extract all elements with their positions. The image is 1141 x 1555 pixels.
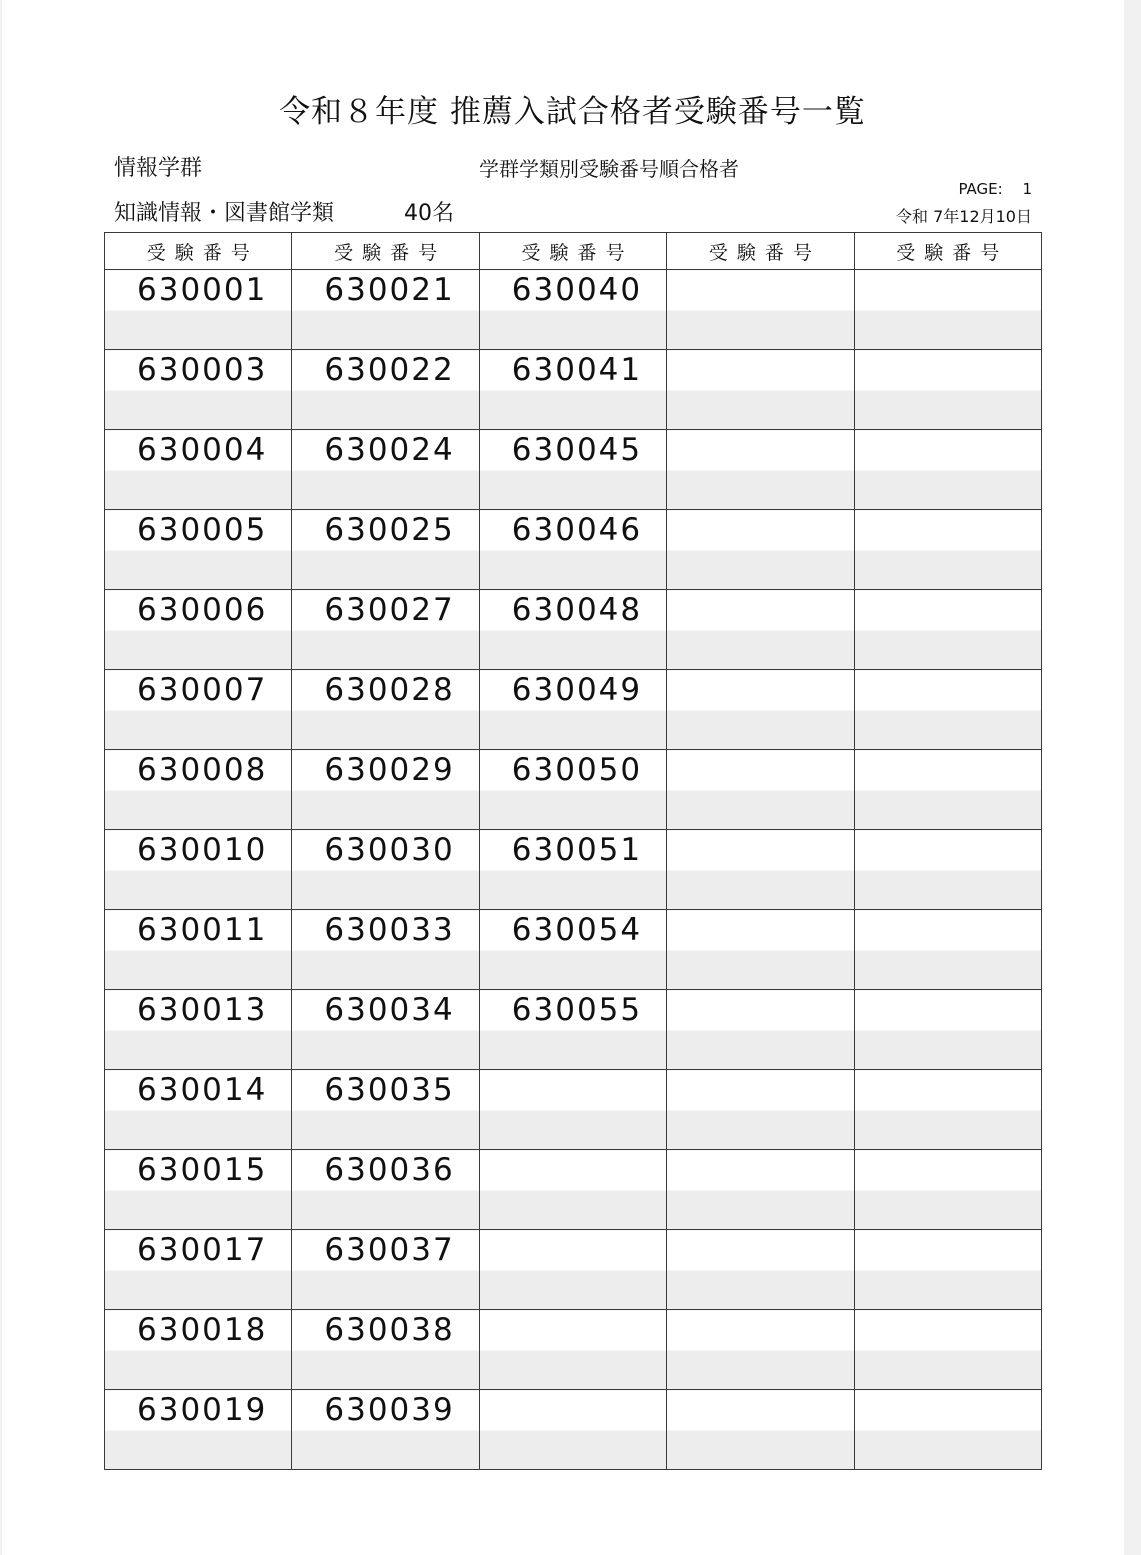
exam-number	[480, 1070, 666, 1073]
table-cell	[292, 350, 479, 430]
table-cell	[292, 670, 479, 750]
table-cell	[479, 910, 666, 990]
exam-number	[855, 750, 1041, 753]
table-cell	[479, 1390, 666, 1470]
exam-number: 630003	[137, 352, 268, 388]
table-cell	[854, 910, 1041, 990]
exam-number: 630025	[324, 512, 455, 548]
table-cell	[105, 990, 292, 1070]
exam-number	[667, 270, 853, 273]
exam-number	[855, 1310, 1041, 1313]
exam-number: 630038	[324, 1312, 455, 1348]
exam-number: 630001	[137, 272, 268, 308]
exam-number	[667, 830, 853, 833]
exam-number	[667, 590, 853, 593]
exam-number: 630036	[324, 1152, 455, 1188]
exam-number: 630037	[324, 1232, 455, 1268]
table-cell	[479, 750, 666, 830]
table-cell	[479, 510, 666, 590]
table-cell	[667, 1150, 854, 1230]
table-cell	[667, 1390, 854, 1470]
exam-number	[667, 1150, 853, 1153]
column-header: 受験番号	[854, 233, 1041, 270]
table-cell	[854, 1390, 1041, 1470]
exam-number: 630022	[324, 352, 455, 388]
exam-number: 630030	[324, 832, 455, 868]
table-cell	[105, 1390, 292, 1470]
exam-number	[667, 1390, 853, 1393]
exam-number: 630033	[324, 912, 455, 948]
passer-count: 40名	[404, 201, 454, 226]
table-cell	[667, 830, 854, 910]
table-cell	[667, 1070, 854, 1150]
page-number: PAGE: 1	[958, 180, 1032, 198]
exam-number: 630028	[324, 672, 455, 708]
table-cell	[479, 990, 666, 1070]
table-cell	[292, 1390, 479, 1470]
table-row	[105, 1230, 1042, 1310]
table-cell	[105, 830, 292, 910]
table-cell	[479, 350, 666, 430]
exam-number: 630048	[511, 592, 643, 628]
table-cell	[105, 1070, 292, 1150]
table-cell	[479, 270, 666, 350]
table-row	[105, 590, 1042, 670]
exam-number	[855, 350, 1041, 353]
exam-number	[855, 670, 1041, 673]
page-title: 令和８年度 推薦入試合格者受験番号一覧	[279, 94, 866, 130]
exam-number	[855, 830, 1041, 833]
exam-number	[855, 910, 1041, 913]
table-row	[105, 990, 1042, 1070]
table-cell	[292, 430, 479, 510]
table-cell	[105, 430, 292, 510]
table-cell	[854, 510, 1041, 590]
listing-type: 学群学類別受験番号順合格者	[479, 157, 739, 181]
exam-number	[480, 1230, 666, 1233]
table-row	[105, 1070, 1042, 1150]
table-cell	[105, 590, 292, 670]
exam-number: 630055	[511, 992, 643, 1028]
table-body	[105, 270, 1042, 1470]
table-cell	[667, 590, 854, 670]
exam-number: 630046	[511, 512, 643, 548]
exam-number	[855, 1230, 1041, 1233]
table-row	[105, 270, 1042, 350]
table-cell	[667, 670, 854, 750]
exam-number: 630015	[137, 1152, 268, 1188]
exam-number: 630054	[511, 912, 643, 948]
column-header: 受験番号	[292, 233, 479, 270]
table-cell	[854, 270, 1041, 350]
exam-number	[855, 990, 1041, 993]
exam-number	[667, 670, 853, 673]
exam-number	[667, 350, 853, 353]
column-header: 受験番号	[667, 233, 854, 270]
table-cell	[479, 1150, 666, 1230]
table-cell	[105, 670, 292, 750]
table-cell	[667, 750, 854, 830]
table-cell	[667, 1310, 854, 1390]
table-row	[105, 1390, 1042, 1470]
table-cell	[854, 990, 1041, 1070]
table-header-row	[105, 233, 1042, 270]
exam-number	[667, 1070, 853, 1073]
exam-number-table	[104, 232, 1042, 1470]
table-cell	[292, 830, 479, 910]
table-cell	[105, 1310, 292, 1390]
table-cell	[105, 270, 292, 350]
exam-number: 630034	[324, 992, 455, 1028]
exam-number: 630018	[137, 1312, 268, 1348]
table-cell	[667, 510, 854, 590]
table-cell	[854, 430, 1041, 510]
table-cell	[854, 1230, 1041, 1310]
column-header: 受験番号	[105, 233, 292, 270]
table-cell	[105, 510, 292, 590]
exam-number: 630039	[324, 1392, 455, 1428]
table-cell	[292, 750, 479, 830]
table-cell	[854, 830, 1041, 910]
exam-number	[855, 430, 1041, 433]
table-cell	[105, 1230, 292, 1310]
table-cell	[854, 670, 1041, 750]
department-name: 知識情報・図書館学類	[114, 201, 335, 226]
exam-number	[667, 510, 853, 513]
table-cell	[667, 270, 854, 350]
exam-number: 630040	[511, 272, 643, 308]
table-cell	[292, 1230, 479, 1310]
table-cell	[479, 1230, 666, 1310]
table-row	[105, 910, 1042, 990]
table-row	[105, 1310, 1042, 1390]
exam-number	[855, 1390, 1041, 1393]
document-page	[2, 0, 1124, 1555]
table-cell	[292, 990, 479, 1070]
table-cell	[292, 1070, 479, 1150]
table-cell	[854, 750, 1041, 830]
exam-number: 630005	[137, 512, 268, 548]
table-cell	[854, 1070, 1041, 1150]
exam-number: 630010	[137, 832, 268, 868]
table-cell	[292, 510, 479, 590]
exam-number: 630011	[137, 912, 268, 948]
exam-number: 630006	[137, 592, 268, 628]
exam-number: 630017	[137, 1232, 268, 1268]
exam-number	[855, 270, 1041, 273]
exam-number: 630004	[137, 432, 268, 468]
exam-number	[667, 990, 853, 993]
table-cell	[479, 430, 666, 510]
table-cell	[479, 1310, 666, 1390]
table-cell	[854, 350, 1041, 430]
exam-number: 630051	[511, 832, 643, 868]
exam-number	[855, 590, 1041, 593]
table-row	[105, 750, 1042, 830]
exam-number	[667, 430, 853, 433]
table-cell	[292, 1150, 479, 1230]
exam-number: 630013	[137, 992, 268, 1028]
table-row	[105, 510, 1042, 590]
table-cell	[105, 910, 292, 990]
exam-number	[480, 1390, 666, 1393]
table-row	[105, 1150, 1042, 1230]
exam-number: 630041	[511, 352, 643, 388]
table-cell	[667, 990, 854, 1070]
exam-number	[667, 910, 853, 913]
table-cell	[854, 1310, 1041, 1390]
issue-date: 令和 7年12月10日	[896, 207, 1032, 226]
table-row	[105, 830, 1042, 910]
exam-number	[855, 510, 1041, 513]
table-row	[105, 350, 1042, 430]
table-cell	[667, 910, 854, 990]
exam-number: 630027	[324, 592, 455, 628]
exam-number: 630050	[511, 752, 643, 788]
exam-number	[855, 1070, 1041, 1073]
table-cell	[479, 830, 666, 910]
exam-number: 630019	[137, 1392, 268, 1428]
table-cell	[667, 350, 854, 430]
column-header: 受験番号	[479, 233, 666, 270]
exam-number	[667, 1310, 853, 1313]
exam-number: 630021	[324, 272, 455, 308]
exam-number: 630029	[324, 752, 455, 788]
table-cell	[292, 590, 479, 670]
table-cell	[292, 910, 479, 990]
exam-number: 630045	[511, 432, 643, 468]
exam-number: 630024	[324, 432, 455, 468]
exam-number: 630008	[137, 752, 268, 788]
table-cell	[292, 1310, 479, 1390]
exam-number: 630049	[511, 672, 643, 708]
exam-number: 630014	[137, 1072, 268, 1108]
table-cell	[105, 350, 292, 430]
exam-number	[480, 1150, 666, 1153]
table-cell	[479, 670, 666, 750]
table-row	[105, 670, 1042, 750]
exam-number	[667, 750, 853, 753]
exam-number	[855, 1150, 1041, 1153]
table-cell	[105, 1150, 292, 1230]
exam-number	[480, 1310, 666, 1313]
exam-number	[667, 1230, 853, 1233]
table-cell	[292, 270, 479, 350]
faculty-name: 情報学群	[114, 156, 203, 181]
exam-number: 630035	[324, 1072, 455, 1108]
table-cell	[667, 430, 854, 510]
table-cell	[667, 1230, 854, 1310]
table-cell	[479, 1070, 666, 1150]
table-cell	[854, 1150, 1041, 1230]
table-cell	[105, 750, 292, 830]
table-row	[105, 430, 1042, 510]
table-cell	[854, 590, 1041, 670]
exam-number: 630007	[137, 672, 268, 708]
table-cell	[479, 590, 666, 670]
